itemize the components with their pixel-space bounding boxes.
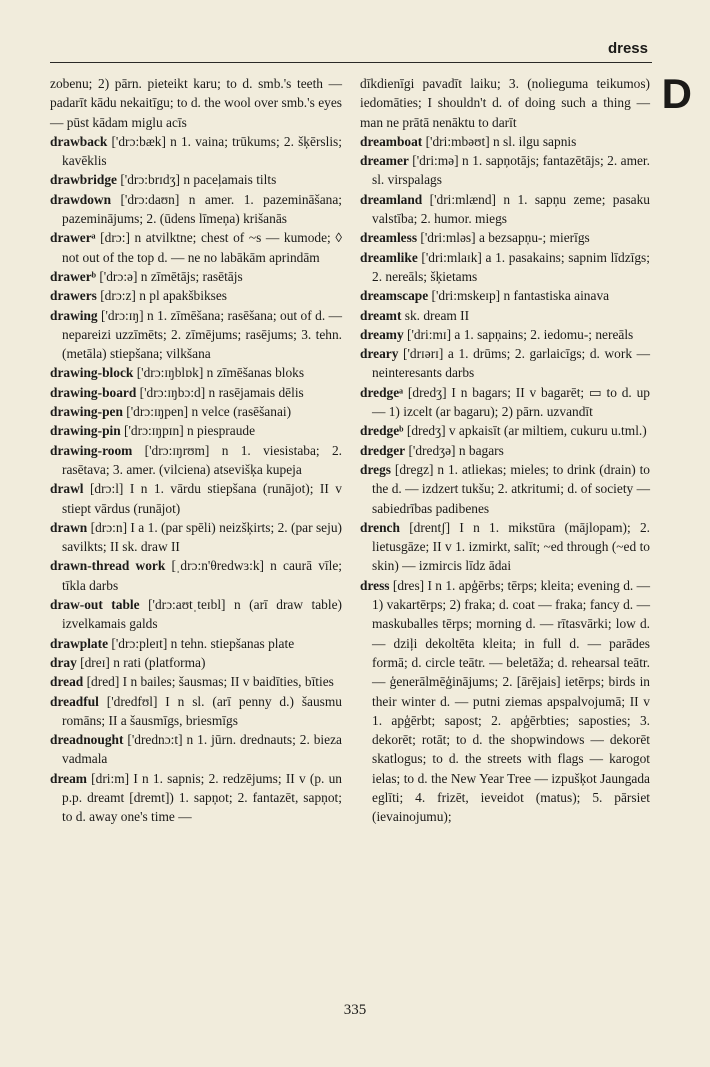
entry-text: [dreɪ] n rati (platforma): [76, 654, 206, 670]
entry-text: ['drednɔ:t] n 1. jūrn. drednauts; 2. bieza vadmala: [62, 732, 342, 767]
entry-text: ['drɔ:ɪŋpen] n velce (rasēšanai): [122, 404, 292, 420]
entry-text: zobenu; 2) pārn. pieteikt karu; to d. smb.'s teeth — padarīt kādu nekaitīgu; to d. the wool over smb.'s eyes — pūst kādam miglu acīs: [50, 76, 342, 130]
entry-headword: dreamlike: [360, 249, 418, 265]
entry-text: ['drɔ:ɪŋ] n 1. zīmēšana; rasēšana; out of d. — nepareizi uzzīmēts; 2. zīmējums; rasējums; 3. tehn. (metāla) stiepšana; vilkšana: [62, 307, 342, 362]
entry-text: ['drɔ:daʊn] n amer. 1. pazemināšana; pazeminājums; 2. (ūdens līmeņa) krišanās: [62, 191, 342, 227]
entry-text: ['dri:mləs] a bezsapņu-; mierīgs: [417, 230, 590, 246]
entry-text: ['dri:mskeɪp] n fantastiska ainava: [428, 288, 610, 304]
entry-headword: drawbridge: [50, 172, 117, 188]
dictionary-entry: [360, 421, 650, 440]
entry-text: [drɔ:l] I n 1. vārdu stiepšana (runājot); II v stiept vārdus (runājot): [62, 481, 342, 516]
entry-headword: dregs: [360, 461, 391, 477]
dictionary-entry: [360, 460, 650, 518]
entry-headword: dreadnought: [50, 732, 124, 748]
entry-text: [dredʒ] I n bagars; II v bagarēt; ▭ to d. up — 1) izcelt (ar bagaru); 2) pārn. uzvandīt: [372, 384, 650, 420]
entry-text: ['drɔ:aʊtˌteɪbl] n (arī draw table) izvelkamais galds: [62, 597, 342, 632]
entry-headword: dray: [50, 654, 77, 670]
entry-text: ['drɔ:pleɪt] n tehn. stiepšanas plate: [108, 635, 295, 651]
dictionary-entry: [360, 248, 650, 287]
dictionary-entry: [50, 421, 342, 440]
header-rule: [50, 62, 652, 63]
entry-headword: drawers: [50, 288, 97, 304]
dictionary-entry: [360, 228, 650, 247]
dictionary-entry: [50, 595, 342, 634]
entry-text: [dregz] n 1. atliekas; mieles; to drink (drain) to the d. — izdzert tukšu; 2. atkritumi; d. of society — sabiedrības padibenes: [372, 461, 650, 516]
dictionary-entry: [50, 228, 342, 267]
entry-headword: dreamless: [360, 230, 418, 246]
entry-headword: drawback: [50, 133, 108, 149]
thumb-index-letter: D: [661, 70, 692, 117]
dictionary-entry: [360, 286, 650, 305]
dictionary-entry: [360, 190, 650, 229]
dictionary-entry: [50, 363, 342, 382]
entry-text: ['drɔ:ɪŋblɒk] n zīmēšanas bloks: [133, 365, 305, 381]
entry-headword: dredgeᵇ: [360, 423, 404, 439]
dictionary-entry: [360, 576, 650, 827]
dictionary-entry: [50, 769, 342, 827]
dictionary-entry: [50, 286, 342, 305]
entry-headword: dreamy: [360, 326, 404, 342]
entry-text: [dri:m] I n 1. sapnis; 2. redzējums; II v (p. un p.p. dreamt [dremt]) 1. sapņot; 2. fantazēt, sapņot; to d. away one's time —: [62, 770, 342, 825]
dictionary-entry: [50, 518, 342, 557]
dictionary-entry: [50, 132, 342, 171]
entry-text: [drɔ:z] n pl apakšbikses: [96, 288, 228, 304]
dictionary-entry: [50, 383, 342, 402]
entry-text: [dredʒ] v apkaisīt (ar miltiem, cukuru u.tml.): [403, 423, 647, 439]
entry-text: ['drɔ:ə] n zīmētājs; rasētājs: [96, 268, 243, 284]
entry-text: ['drɔ:ɪŋbɔ:d] n rasējamais dēlis: [136, 384, 304, 400]
dictionary-entry: [50, 730, 342, 769]
entry-text: [dred] I n bailes; šausmas; II v baidīties, bīties: [83, 674, 334, 690]
entry-headword: dreamboat: [360, 133, 423, 149]
left-column: [50, 74, 342, 827]
dictionary-entry: [360, 151, 650, 190]
dictionary-entry: [360, 383, 650, 422]
entry-headword: drawing-pen: [50, 404, 123, 420]
dictionary-entry: [360, 132, 650, 151]
entry-text: ['drɔ:ɪŋpɪn] n piespraude: [120, 423, 256, 439]
dictionary-entry: [360, 306, 650, 325]
dictionary-entry: [50, 556, 342, 595]
page-number: 335: [343, 1002, 367, 1018]
entry-headword: dredger: [360, 442, 406, 458]
entry-text: ['dri:mbəʊt] n sl. ilgu sapnis: [422, 133, 577, 149]
entry-text: [drentʃ] I n 1. mikstūra (mājlopam); 2. lietusgāze; II v 1. izmirkt, salīt; ~ed through (~ed to skin) — izmircis līdz ādai: [372, 519, 650, 574]
entry-headword: drawing-room: [50, 442, 133, 458]
entry-text: dīkdienīgi pavadīt laiku; 3. (nolieguma teikumos) iedomāties; I shouldn't d. of doing such a thing — man ne prātā nenāktu to darīt: [360, 76, 650, 130]
dictionary-entry: [50, 170, 342, 189]
entry-text: ['dri:mɪ] a 1. sapņains; 2. iedomu-; nereāls: [403, 326, 634, 342]
dictionary-entry: [50, 267, 342, 286]
entry-headword: dress: [360, 577, 390, 593]
entry-headword: drawerᵃ: [50, 230, 96, 246]
dictionary-entry: [360, 518, 650, 576]
entry-headword: dreary: [360, 346, 399, 362]
entry-text: [ˌdrɔ:n'θredwɜ:k] n caurā vīle; tīkla darbs: [62, 558, 342, 593]
entry-headword: dread: [50, 674, 84, 690]
running-head: dress: [607, 40, 648, 57]
entry-headword: drawdown: [50, 191, 112, 207]
entry-headword: drawing-board: [50, 384, 137, 400]
entry-headword: dreamscape: [360, 288, 429, 304]
entry-text: [dres] I n 1. apģērbs; tērps; kleita; evening d. — 1) vakartērps; 2) fraka; d. coat — fraka; fancy d. — maskuballes tērps; morning d. — rītasvārki; low d. — dziļi dekoltēta kleita; in full d. — parādes formā; d. circle teātr. — beletāža; d. rehearsal teātr. — ģenerālmēģinājums; 2. [ārējais] ietērps; birds in their winter d. — putni ziemas apspalvojumā; II v 1. apģērbt; sapost; 2. apģērbties; saposties; 3. dekorēt; rotāt; to d. the shopwindows — dekorēt skatlogus; to d. the streets with flags — karogot ielas; to d. the New Year Tree — izpušķot Jaungada eglīti; 4. frizēt, ieveidot (matus); 5. pārsiet (ievainojumu);: [372, 577, 650, 825]
entry-headword: drawn: [50, 519, 88, 535]
entry-text: ['dredʒə] n bagars: [405, 442, 504, 458]
entry-text: ['drɔ:bæk] n 1. vaina; trūkums; 2. šķērslis; kavēklis: [62, 133, 342, 169]
entry-headword: drench: [360, 519, 400, 535]
entry-headword: dreamt: [360, 307, 402, 323]
entry-text: [drɔ:] n atvilktne; chest of ~s — kumode; ◊ not out of the top d. — ne no labākām aprindām: [62, 230, 342, 265]
dictionary-entry: [50, 479, 342, 518]
dictionary-entry: [50, 441, 342, 480]
dictionary-entry: [50, 190, 342, 229]
entry-headword: draw-out table: [50, 597, 140, 613]
entry-text: ['dri:mlænd] n 1. sapņu zeme; pasaku valstība; 2. humor. miegs: [372, 191, 650, 227]
dictionary-entry: [50, 402, 342, 421]
entry-text: ['drɔ:ɪŋrʊm] n 1. viesistaba; 2. rasētava; 3. amer. (vilciena) atsevišķa kupeja: [62, 442, 342, 477]
dictionary-entry: [348, 74, 650, 132]
entry-text: ['drɪərɪ] a 1. drūms; 2. garlaicīgs; d. work — neinteresants darbs: [372, 346, 650, 381]
entry-text: ['dredfʊl] I n sl. (arī penny d.) šausmu romāns; II a šausmīgs, briesmīgs: [62, 693, 342, 728]
entry-headword: drawing: [50, 307, 98, 323]
entry-text: sk. dream II: [401, 307, 470, 323]
entry-headword: dreamer: [360, 153, 409, 169]
dictionary-entry: [360, 344, 650, 383]
dictionary-entry: [360, 441, 650, 460]
entry-headword: drawn-thread work: [50, 558, 166, 574]
dictionary-entry: [38, 74, 342, 132]
entry-text: ['drɔ:brɪdʒ] n paceļamais tilts: [116, 172, 277, 188]
entry-headword: drawing-pin: [50, 423, 121, 439]
entry-headword: dream: [50, 770, 87, 786]
entry-headword: dreamland: [360, 191, 423, 207]
right-column: [360, 74, 650, 827]
entry-headword: drawing-block: [50, 365, 134, 381]
entry-headword: dredgeᵃ: [360, 384, 404, 400]
entry-text: ['dri:mə] n 1. sapņotājs; fantazētājs; 2. amer. sl. virspalags: [372, 153, 650, 188]
entry-headword: dreadful: [50, 693, 99, 709]
entry-headword: drawl: [50, 481, 84, 497]
entry-headword: drawerᵇ: [50, 268, 96, 284]
dictionary-entry: [50, 634, 342, 653]
entry-text: ['dri:mlaɪk] a 1. pasakains; sapnim līdzīgs; 2. nereāls; šķietams: [372, 249, 650, 284]
dictionary-entry: [50, 653, 342, 672]
dictionary-entry: [50, 306, 342, 364]
dictionary-entry: [50, 692, 342, 731]
entry-text: [drɔ:n] I a 1. (par spēli) neizšķirts; 2. (par seju) savilkts; II sk. draw II: [62, 519, 342, 555]
entry-headword: drawplate: [50, 635, 109, 651]
dictionary-entry: [50, 672, 342, 691]
dictionary-entry: [360, 325, 650, 344]
